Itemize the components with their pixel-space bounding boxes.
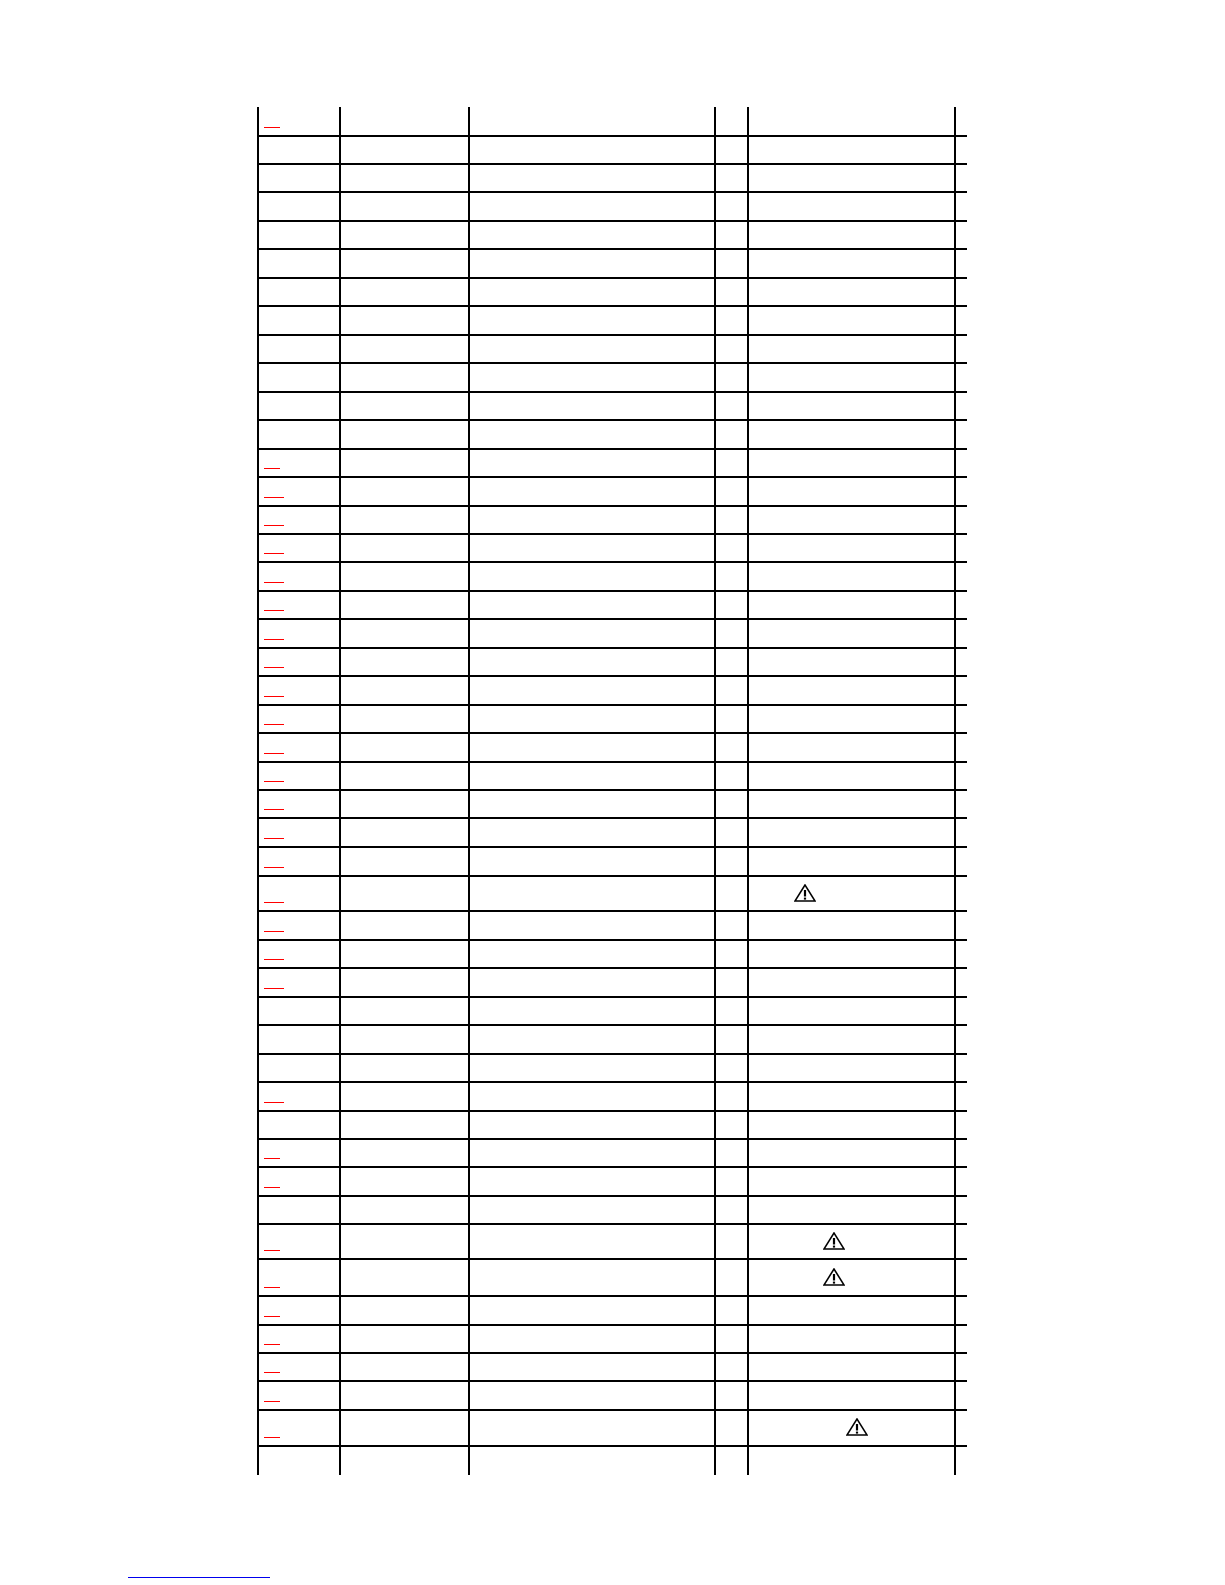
table-row [258, 1259, 967, 1296]
table-row [258, 420, 967, 449]
table-row [258, 940, 967, 968]
part-ref-link[interactable] [264, 931, 284, 932]
table-row [258, 1224, 967, 1259]
part-ref-link[interactable] [264, 1316, 280, 1317]
table-row [258, 164, 967, 192]
warning-triangle-icon [846, 1418, 868, 1436]
table-row [258, 1446, 967, 1475]
footer-link[interactable] [128, 1577, 270, 1578]
table-row [258, 1196, 967, 1224]
table-row [258, 192, 967, 221]
part-ref-link[interactable] [264, 781, 284, 782]
table-row [258, 107, 967, 136]
table-row [258, 847, 967, 876]
table-row [258, 1353, 967, 1381]
part-ref-link[interactable] [264, 525, 284, 526]
table-row [258, 449, 967, 477]
part-ref-link[interactable] [264, 667, 284, 668]
part-ref-link[interactable] [264, 1287, 280, 1288]
table-row [258, 911, 967, 940]
warning-triangle-icon [794, 884, 816, 902]
table-row [258, 676, 967, 705]
table-row [258, 278, 967, 306]
part-ref-link[interactable] [264, 988, 284, 989]
table-row [258, 306, 967, 335]
part-ref-link[interactable] [264, 1158, 280, 1159]
table-row [258, 506, 967, 534]
table-row [258, 648, 967, 676]
part-ref-link[interactable] [264, 127, 280, 128]
part-ref-link[interactable] [264, 696, 284, 697]
table-row [258, 1167, 967, 1196]
part-ref-link[interactable] [264, 1372, 280, 1373]
part-ref-link[interactable] [264, 582, 284, 583]
table-row [258, 1082, 967, 1111]
table-row [258, 477, 967, 506]
part-ref-link[interactable] [264, 1344, 280, 1345]
part-ref-link[interactable] [264, 639, 284, 640]
table-row [258, 1025, 967, 1054]
table-row [258, 591, 967, 619]
table-row [258, 1111, 967, 1139]
table-row [258, 136, 967, 164]
table-row [258, 818, 967, 847]
part-ref-link[interactable] [264, 959, 284, 960]
part-ref-link[interactable] [264, 553, 284, 554]
table-row [258, 1296, 967, 1325]
table-row [258, 762, 967, 790]
table-row [258, 790, 967, 818]
table-row [258, 249, 967, 278]
table-row [258, 619, 967, 648]
part-ref-link[interactable] [264, 1187, 280, 1188]
table-row [258, 997, 967, 1025]
table-row [258, 221, 967, 249]
table-row [258, 968, 967, 997]
table-row [258, 1139, 967, 1167]
table-row [258, 876, 967, 911]
table-row [258, 1054, 967, 1082]
warning-triangle-icon [823, 1232, 845, 1250]
part-ref-link[interactable] [264, 809, 284, 810]
part-ref-link[interactable] [264, 867, 284, 868]
part-ref-link[interactable] [264, 838, 284, 839]
table-row [258, 392, 967, 420]
part-ref-link[interactable] [264, 468, 280, 469]
table-row [258, 705, 967, 733]
part-ref-link[interactable] [264, 1437, 280, 1438]
part-ref-link[interactable] [264, 1401, 280, 1402]
table-row [258, 335, 967, 363]
table-row [258, 562, 967, 591]
part-ref-link[interactable] [264, 497, 284, 498]
table-row [258, 363, 967, 392]
table-row [258, 733, 967, 762]
warning-triangle-icon [823, 1268, 845, 1286]
table-row [258, 534, 967, 562]
part-ref-link[interactable] [264, 902, 284, 903]
part-ref-link[interactable] [264, 1250, 280, 1251]
part-ref-link[interactable] [264, 610, 284, 611]
table-row [258, 1381, 967, 1410]
part-ref-link[interactable] [264, 753, 284, 754]
part-ref-link[interactable] [264, 1102, 284, 1103]
part-ref-link[interactable] [264, 724, 284, 725]
table-row [258, 1325, 967, 1353]
